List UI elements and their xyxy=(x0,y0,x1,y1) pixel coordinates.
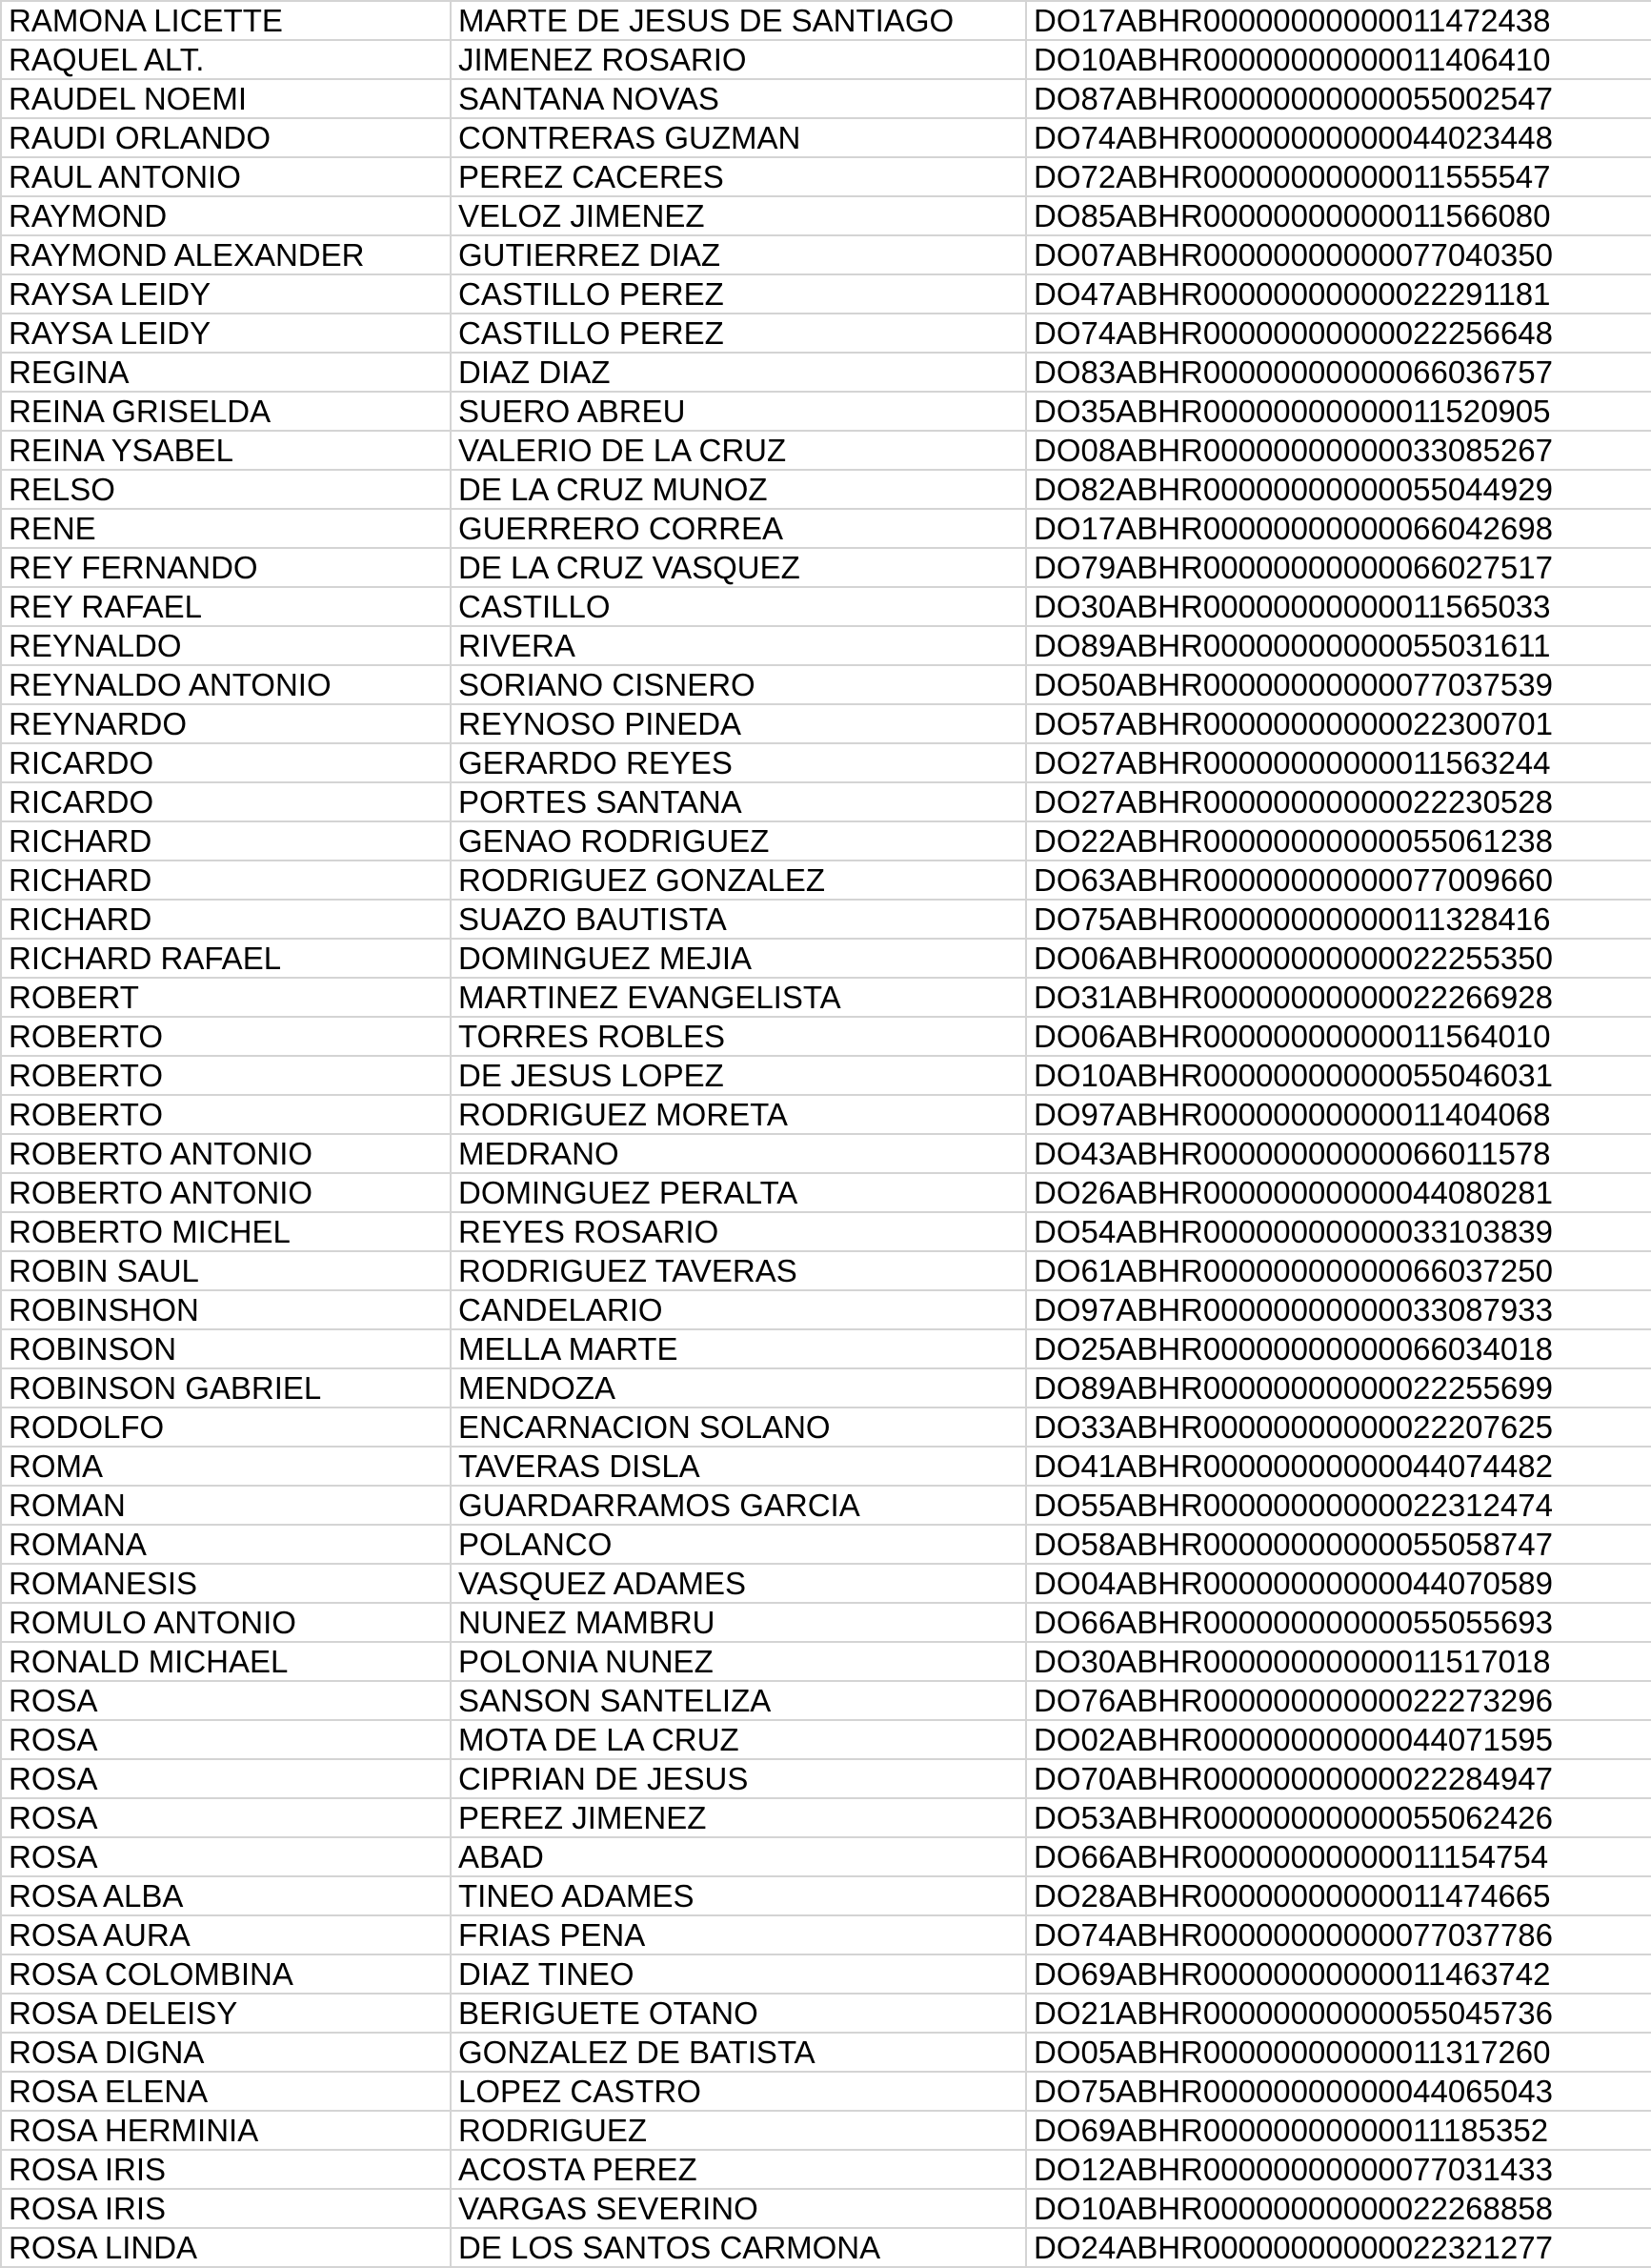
table-row xyxy=(1,509,1651,548)
first-name-cell: ROSA AURA xyxy=(1,1915,451,1954)
table-row xyxy=(1,157,1651,196)
table-row xyxy=(1,1017,1651,1056)
account-number-cell: DO74ABHR00000000000022256648 xyxy=(1026,314,1651,353)
last-name-cell: ABAD xyxy=(451,1837,1026,1876)
last-name-cell: FRIAS PENA xyxy=(451,1915,1026,1954)
first-name-cell: ROSA xyxy=(1,1759,451,1798)
table-row xyxy=(1,1407,1651,1447)
table-row xyxy=(1,626,1651,665)
last-name-cell: REYNOSO PINEDA xyxy=(451,704,1026,743)
table-row xyxy=(1,235,1651,274)
first-name-cell: ROMULO ANTONIO xyxy=(1,1603,451,1642)
last-name-cell: CIPRIAN DE JESUS xyxy=(451,1759,1026,1798)
last-name-cell: SORIANO CISNERO xyxy=(451,665,1026,704)
first-name-cell: ROMANA xyxy=(1,1525,451,1564)
last-name-cell: DE LA CRUZ MUNOZ xyxy=(451,470,1026,509)
account-number-cell: DO06ABHR00000000000011564010 xyxy=(1026,1017,1651,1056)
first-name-cell: RAUDI ORLANDO xyxy=(1,118,451,157)
first-name-cell: RAUL ANTONIO xyxy=(1,157,451,196)
first-name-cell: ROSA xyxy=(1,1837,451,1876)
table-row xyxy=(1,1798,1651,1837)
table-row xyxy=(1,2111,1651,2150)
account-number-cell: DO10ABHR00000000000055046031 xyxy=(1026,1056,1651,1095)
first-name-cell: RODOLFO xyxy=(1,1407,451,1447)
first-name-cell: ROBINSHON xyxy=(1,1290,451,1329)
first-name-cell: RAYMOND xyxy=(1,196,451,235)
last-name-cell: PEREZ CACERES xyxy=(451,157,1026,196)
account-number-cell: DO02ABHR00000000000044071595 xyxy=(1026,1720,1651,1759)
first-name-cell: RAYMOND ALEXANDER xyxy=(1,235,451,274)
account-number-cell: DO07ABHR00000000000077040350 xyxy=(1026,235,1651,274)
first-name-cell: RAYSA LEIDY xyxy=(1,314,451,353)
last-name-cell: DIAZ TINEO xyxy=(451,1954,1026,1994)
table-row xyxy=(1,1368,1651,1407)
last-name-cell: CASTILLO PEREZ xyxy=(451,314,1026,353)
last-name-cell: VASQUEZ ADAMES xyxy=(451,1564,1026,1603)
account-number-cell: DO97ABHR00000000000033087933 xyxy=(1026,1290,1651,1329)
table-row xyxy=(1,274,1651,314)
last-name-cell: DE JESUS LOPEZ xyxy=(451,1056,1026,1095)
table-row xyxy=(1,1447,1651,1486)
last-name-cell: CANDELARIO xyxy=(451,1290,1026,1329)
table-row xyxy=(1,743,1651,782)
last-name-cell: VARGAS SEVERINO xyxy=(451,2189,1026,2228)
account-number-cell: DO25ABHR00000000000066034018 xyxy=(1026,1329,1651,1368)
table-row xyxy=(1,79,1651,118)
account-number-cell: DO17ABHR00000000000011472438 xyxy=(1026,1,1651,40)
last-name-cell: TAVERAS DISLA xyxy=(451,1447,1026,1486)
table-row xyxy=(1,470,1651,509)
last-name-cell: SANSON SANTELIZA xyxy=(451,1681,1026,1720)
account-number-cell: DO54ABHR00000000000033103839 xyxy=(1026,1212,1651,1251)
account-number-cell: DO85ABHR00000000000011566080 xyxy=(1026,196,1651,235)
account-number-cell: DO33ABHR00000000000022207625 xyxy=(1026,1407,1651,1447)
account-number-cell: DO75ABHR00000000000011328416 xyxy=(1026,900,1651,939)
last-name-cell: SUAZO BAUTISTA xyxy=(451,900,1026,939)
account-number-cell: DO24ABHR00000000000022321277 xyxy=(1026,2228,1651,2267)
account-number-cell: DO10ABHR00000000000011406410 xyxy=(1026,40,1651,79)
last-name-cell: MENDOZA xyxy=(451,1368,1026,1407)
first-name-cell: REINA YSABEL xyxy=(1,431,451,470)
first-name-cell: RICARDO xyxy=(1,782,451,821)
first-name-cell: RICHARD xyxy=(1,821,451,861)
account-number-cell: DO04ABHR00000000000044070589 xyxy=(1026,1564,1651,1603)
account-number-cell: DO30ABHR00000000000011517018 xyxy=(1026,1642,1651,1681)
table-row xyxy=(1,1,1651,40)
first-name-cell: ROBINSON GABRIEL xyxy=(1,1368,451,1407)
first-name-cell: ROSA xyxy=(1,1681,451,1720)
first-name-cell: ROBERT xyxy=(1,978,451,1017)
last-name-cell: GENAO RODRIGUEZ xyxy=(451,821,1026,861)
last-name-cell: PORTES SANTANA xyxy=(451,782,1026,821)
account-number-cell: DO55ABHR00000000000022312474 xyxy=(1026,1486,1651,1525)
first-name-cell: ROSA LINDA xyxy=(1,2228,451,2267)
last-name-cell: DOMINGUEZ PERALTA xyxy=(451,1173,1026,1212)
first-name-cell: ROBERTO ANTONIO xyxy=(1,1134,451,1173)
first-name-cell: ROSA ALBA xyxy=(1,1876,451,1915)
last-name-cell: RIVERA xyxy=(451,626,1026,665)
first-name-cell: ROBERTO MICHEL xyxy=(1,1212,451,1251)
account-number-cell: DO26ABHR00000000000044080281 xyxy=(1026,1173,1651,1212)
last-name-cell: BERIGUETE OTANO xyxy=(451,1994,1026,2033)
last-name-cell: CASTILLO PEREZ xyxy=(451,274,1026,314)
last-name-cell: RODRIGUEZ GONZALEZ xyxy=(451,861,1026,900)
table-row xyxy=(1,1994,1651,2033)
account-number-cell: DO43ABHR00000000000066011578 xyxy=(1026,1134,1651,1173)
table-row xyxy=(1,1329,1651,1368)
table-row xyxy=(1,1876,1651,1915)
first-name-cell: REY RAFAEL xyxy=(1,587,451,626)
account-number-cell: DO74ABHR00000000000077037786 xyxy=(1026,1915,1651,1954)
account-number-cell: DO74ABHR00000000000044023448 xyxy=(1026,118,1651,157)
table-row xyxy=(1,782,1651,821)
first-name-cell: ROSA xyxy=(1,1720,451,1759)
account-number-cell: DO83ABHR00000000000066036757 xyxy=(1026,353,1651,392)
first-name-cell: RAQUEL ALT. xyxy=(1,40,451,79)
last-name-cell: ENCARNACION SOLANO xyxy=(451,1407,1026,1447)
account-number-cell: DO30ABHR00000000000011565033 xyxy=(1026,587,1651,626)
last-name-cell: RODRIGUEZ MORETA xyxy=(451,1095,1026,1134)
last-name-cell: TORRES ROBLES xyxy=(451,1017,1026,1056)
account-number-cell: DO76ABHR00000000000022273296 xyxy=(1026,1681,1651,1720)
account-number-cell: DO10ABHR00000000000022268858 xyxy=(1026,2189,1651,2228)
first-name-cell: ROBERTO ANTONIO xyxy=(1,1173,451,1212)
table-row xyxy=(1,1173,1651,1212)
table-row xyxy=(1,704,1651,743)
first-name-cell: ROBERTO xyxy=(1,1017,451,1056)
account-number-cell: DO47ABHR00000000000022291181 xyxy=(1026,274,1651,314)
last-name-cell: JIMENEZ ROSARIO xyxy=(451,40,1026,79)
first-name-cell: REGINA xyxy=(1,353,451,392)
table-row xyxy=(1,1212,1651,1251)
account-number-cell: DO72ABHR00000000000011555547 xyxy=(1026,157,1651,196)
table-row xyxy=(1,1681,1651,1720)
last-name-cell: RODRIGUEZ xyxy=(451,2111,1026,2150)
first-name-cell: REYNALDO xyxy=(1,626,451,665)
last-name-cell: GONZALEZ DE BATISTA xyxy=(451,2033,1026,2072)
table-row xyxy=(1,118,1651,157)
table-row xyxy=(1,40,1651,79)
last-name-cell: MEDRANO xyxy=(451,1134,1026,1173)
last-name-cell: DE LOS SANTOS CARMONA xyxy=(451,2228,1026,2267)
account-number-cell: DO27ABHR00000000000011563244 xyxy=(1026,743,1651,782)
account-number-cell: DO17ABHR00000000000066042698 xyxy=(1026,509,1651,548)
last-name-cell: PEREZ JIMENEZ xyxy=(451,1798,1026,1837)
last-name-cell: VELOZ JIMENEZ xyxy=(451,196,1026,235)
account-number-cell: DO66ABHR00000000000011154754 xyxy=(1026,1837,1651,1876)
first-name-cell: ROBIN SAUL xyxy=(1,1251,451,1290)
first-name-cell: REY FERNANDO xyxy=(1,548,451,587)
last-name-cell: CONTRERAS GUZMAN xyxy=(451,118,1026,157)
account-number-cell: DO21ABHR00000000000055045736 xyxy=(1026,1994,1651,2033)
first-name-cell: ROBERTO xyxy=(1,1095,451,1134)
records-table-body xyxy=(1,1,1651,2267)
table-row xyxy=(1,1642,1651,1681)
last-name-cell: MARTE DE JESUS DE SANTIAGO xyxy=(451,1,1026,40)
table-row xyxy=(1,1720,1651,1759)
table-row xyxy=(1,2033,1651,2072)
first-name-cell: ROBERTO xyxy=(1,1056,451,1095)
table-row xyxy=(1,2072,1651,2111)
last-name-cell: POLONIA NUNEZ xyxy=(451,1642,1026,1681)
first-name-cell: RAUDEL NOEMI xyxy=(1,79,451,118)
table-row xyxy=(1,861,1651,900)
first-name-cell: RAYSA LEIDY xyxy=(1,274,451,314)
table-row xyxy=(1,1251,1651,1290)
account-number-cell: DO35ABHR00000000000011520905 xyxy=(1026,392,1651,431)
table-row xyxy=(1,548,1651,587)
account-number-cell: DO08ABHR00000000000033085267 xyxy=(1026,431,1651,470)
table-row xyxy=(1,431,1651,470)
table-row xyxy=(1,1290,1651,1329)
last-name-cell: GERARDO REYES xyxy=(451,743,1026,782)
first-name-cell: RICHARD RAFAEL xyxy=(1,939,451,978)
table-row xyxy=(1,665,1651,704)
first-name-cell: RICHARD xyxy=(1,861,451,900)
last-name-cell: POLANCO xyxy=(451,1525,1026,1564)
first-name-cell: ROSA IRIS xyxy=(1,2150,451,2189)
table-row xyxy=(1,1564,1651,1603)
first-name-cell: ROSA ELENA xyxy=(1,2072,451,2111)
account-number-cell: DO22ABHR00000000000055061238 xyxy=(1026,821,1651,861)
first-name-cell: RICARDO xyxy=(1,743,451,782)
first-name-cell: RENE xyxy=(1,509,451,548)
last-name-cell: GUTIERREZ DIAZ xyxy=(451,235,1026,274)
last-name-cell: MELLA MARTE xyxy=(451,1329,1026,1368)
table-row xyxy=(1,353,1651,392)
last-name-cell: SUERO ABREU xyxy=(451,392,1026,431)
table-row xyxy=(1,2150,1651,2189)
table-row xyxy=(1,1486,1651,1525)
first-name-cell: ROMAN xyxy=(1,1486,451,1525)
last-name-cell: DE LA CRUZ VASQUEZ xyxy=(451,548,1026,587)
last-name-cell: RODRIGUEZ TAVERAS xyxy=(451,1251,1026,1290)
first-name-cell: ROSA xyxy=(1,1798,451,1837)
first-name-cell: RAMONA LICETTE xyxy=(1,1,451,40)
last-name-cell: MOTA DE LA CRUZ xyxy=(451,1720,1026,1759)
account-number-cell: DO61ABHR00000000000066037250 xyxy=(1026,1251,1651,1290)
account-number-cell: DO75ABHR00000000000044065043 xyxy=(1026,2072,1651,2111)
first-name-cell: ROMANESIS xyxy=(1,1564,451,1603)
first-name-cell: RONALD MICHAEL xyxy=(1,1642,451,1681)
first-name-cell: ROSA DELEISY xyxy=(1,1994,451,2033)
last-name-cell: CASTILLO xyxy=(451,587,1026,626)
table-row xyxy=(1,939,1651,978)
account-number-cell: DO31ABHR00000000000022266928 xyxy=(1026,978,1651,1017)
account-number-cell: DO89ABHR00000000000022255699 xyxy=(1026,1368,1651,1407)
account-number-cell: DO69ABHR00000000000011185352 xyxy=(1026,2111,1651,2150)
first-name-cell: ROSA HERMINIA xyxy=(1,2111,451,2150)
table-row xyxy=(1,821,1651,861)
account-number-cell: DO27ABHR00000000000022230528 xyxy=(1026,782,1651,821)
account-number-cell: DO82ABHR00000000000055044929 xyxy=(1026,470,1651,509)
first-name-cell: ROBINSON xyxy=(1,1329,451,1368)
account-number-cell: DO89ABHR00000000000055031611 xyxy=(1026,626,1651,665)
table-row xyxy=(1,1525,1651,1564)
table-row xyxy=(1,314,1651,353)
table-row xyxy=(1,1915,1651,1954)
first-name-cell: REYNARDO xyxy=(1,704,451,743)
account-number-cell: DO87ABHR00000000000055002547 xyxy=(1026,79,1651,118)
last-name-cell: GUARDARRAMOS GARCIA xyxy=(451,1486,1026,1525)
table-row xyxy=(1,1837,1651,1876)
account-number-cell: DO69ABHR00000000000011463742 xyxy=(1026,1954,1651,1994)
table-row xyxy=(1,1056,1651,1095)
account-number-cell: DO50ABHR00000000000077037539 xyxy=(1026,665,1651,704)
last-name-cell: REYES ROSARIO xyxy=(451,1212,1026,1251)
table-row xyxy=(1,1954,1651,1994)
table-row xyxy=(1,1134,1651,1173)
account-number-cell: DO53ABHR00000000000055062426 xyxy=(1026,1798,1651,1837)
account-number-cell: DO70ABHR00000000000022284947 xyxy=(1026,1759,1651,1798)
account-number-cell: DO05ABHR00000000000011317260 xyxy=(1026,2033,1651,2072)
table-row xyxy=(1,1095,1651,1134)
account-number-cell: DO58ABHR00000000000055058747 xyxy=(1026,1525,1651,1564)
last-name-cell: SANTANA NOVAS xyxy=(451,79,1026,118)
last-name-cell: MARTINEZ EVANGELISTA xyxy=(451,978,1026,1017)
account-number-cell: DO79ABHR00000000000066027517 xyxy=(1026,548,1651,587)
last-name-cell: DIAZ DIAZ xyxy=(451,353,1026,392)
last-name-cell: DOMINGUEZ MEJIA xyxy=(451,939,1026,978)
first-name-cell: ROSA COLOMBINA xyxy=(1,1954,451,1994)
last-name-cell: ACOSTA PEREZ xyxy=(451,2150,1026,2189)
table-row xyxy=(1,196,1651,235)
table-row xyxy=(1,1759,1651,1798)
account-number-cell: DO12ABHR00000000000077031433 xyxy=(1026,2150,1651,2189)
last-name-cell: VALERIO DE LA CRUZ xyxy=(451,431,1026,470)
first-name-cell: ROMA xyxy=(1,1447,451,1486)
table-row xyxy=(1,978,1651,1017)
last-name-cell: LOPEZ CASTRO xyxy=(451,2072,1026,2111)
last-name-cell: NUNEZ MAMBRU xyxy=(451,1603,1026,1642)
first-name-cell: REINA GRISELDA xyxy=(1,392,451,431)
first-name-cell: ROSA DIGNA xyxy=(1,2033,451,2072)
account-number-cell: DO97ABHR00000000000011404068 xyxy=(1026,1095,1651,1134)
last-name-cell: GUERRERO CORREA xyxy=(451,509,1026,548)
first-name-cell: RICHARD xyxy=(1,900,451,939)
account-number-cell: DO57ABHR00000000000022300701 xyxy=(1026,704,1651,743)
table-row xyxy=(1,1603,1651,1642)
account-number-cell: DO41ABHR00000000000044074482 xyxy=(1026,1447,1651,1486)
account-number-cell: DO63ABHR00000000000077009660 xyxy=(1026,861,1651,900)
account-number-cell: DO28ABHR00000000000011474665 xyxy=(1026,1876,1651,1915)
table-row xyxy=(1,2189,1651,2228)
table-row xyxy=(1,587,1651,626)
first-name-cell: ROSA IRIS xyxy=(1,2189,451,2228)
account-number-cell: DO06ABHR00000000000022255350 xyxy=(1026,939,1651,978)
last-name-cell: TINEO ADAMES xyxy=(451,1876,1026,1915)
account-number-cell: DO66ABHR00000000000055055693 xyxy=(1026,1603,1651,1642)
first-name-cell: REYNALDO ANTONIO xyxy=(1,665,451,704)
first-name-cell: RELSO xyxy=(1,470,451,509)
table-row xyxy=(1,900,1651,939)
table-row xyxy=(1,392,1651,431)
